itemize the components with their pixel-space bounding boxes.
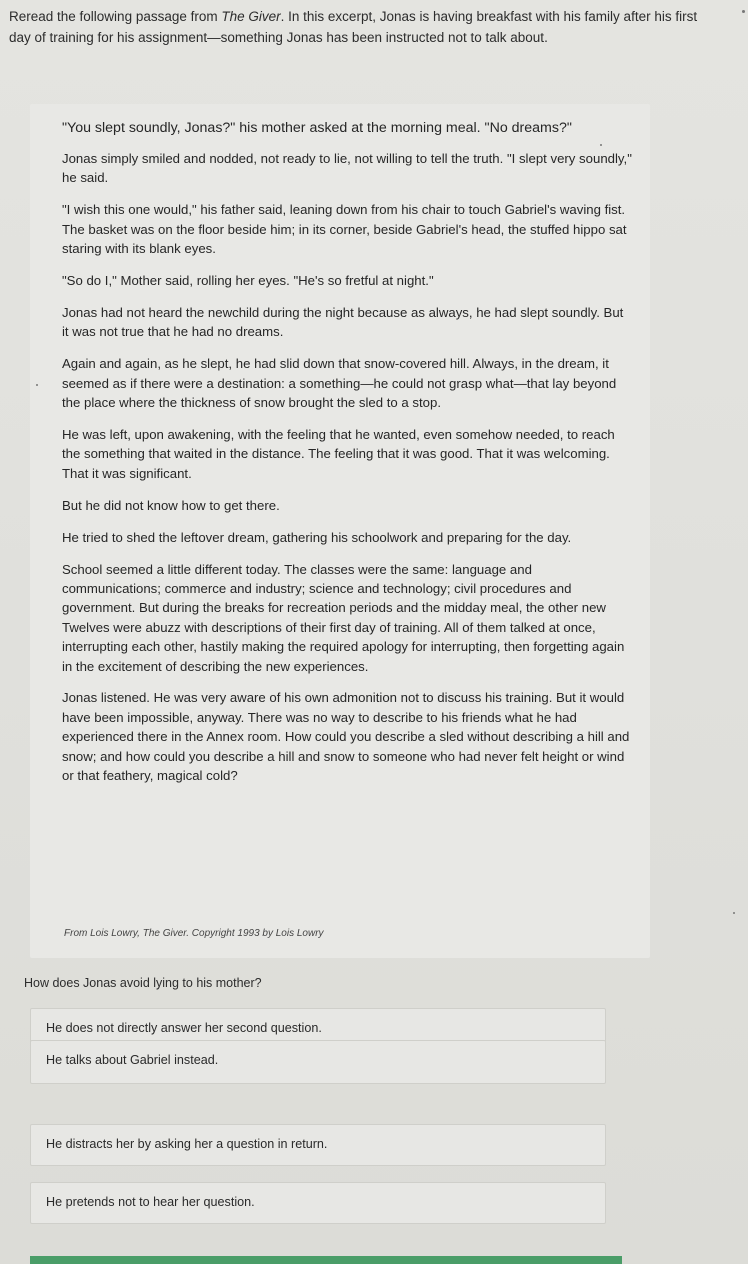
passage-citation: From Lois Lowry, The Giver. Copyright 1993 by Lois Lowry — [64, 928, 324, 939]
answer-choice-4[interactable] — [30, 1182, 606, 1224]
instruction-text — [9, 6, 699, 48]
passage-paragraph: "You slept soundly, Jonas?" his mother asked at the morning meal. "No dreams?" — [62, 120, 572, 136]
answer-choice-label: He does not directly answer her second question. — [46, 1021, 322, 1035]
instruction-suffix: . In this excerpt, Jonas is having breakfast with his family after his first day of training for his assignment—something Jonas has been instructed not to talk about. — [9, 9, 698, 45]
passage-paragraph: Jonas listened. He was very aware of his own admonition not to discuss his training. But it would have been impossible, anyway. There was no way to describe to his friends what he had experienced there in the Annex room. How could you describe a sled without describing a hill and snow; and how could you describe a hill and snow to someone who had never felt height or wind or that feathery, magical cold? — [62, 690, 630, 784]
passage — [62, 118, 632, 798]
dust-speck — [742, 10, 745, 13]
passage-paragraph: He was left, upon awakening, with the feeling that he wanted, even somehow needed, to reach the something that waited in the distance. The feeling that it was good. That it was welcoming. That it was significant. — [62, 426, 615, 481]
answer-choice-label: He talks about Gabriel instead. — [46, 1053, 219, 1067]
dust-speck — [733, 912, 735, 914]
passage-paragraph: But he did not know how to get there. — [62, 497, 280, 513]
book-title: The Giver — [221, 9, 281, 24]
answer-choice-label: He distracts her by asking her a question in return. — [46, 1137, 328, 1151]
passage-paragraph: Jonas had not heard the newchild during the night because as always, he had slept soundly. But it was not true that he had no dreams. — [62, 304, 624, 340]
passage-paragraph: He tried to shed the leftover dream, gathering his schoolwork and preparing for the day. — [62, 529, 572, 545]
answer-choice-3[interactable] — [30, 1124, 606, 1166]
passage-paragraph: School seemed a little different today. The classes were the same: language and communications; commerce and industry; science and technology; civil procedures and government. But during the breaks for recreation periods and the midday meal, the other new Twelves were abuzz with descriptions of their first day of training. All of them talked at once, interrupting each other, hastily making the required apology for interrupting, then forgetting again in the excitement of describing the new experiences. — [62, 561, 625, 674]
answer-choice-label: He pretends not to hear her question. — [46, 1195, 255, 1209]
passage-paragraph: Again and again, as he slept, he had slid down that snow-covered hill. Always, in the dream, it seemed as if there were a destination: a something—he could not grasp what—that lay beyond the place where the thickness of snow brought the sled to a stop. — [62, 356, 617, 411]
answer-choice-2[interactable] — [30, 1040, 606, 1084]
accent-bar — [30, 1256, 622, 1264]
instruction-prefix: Reread the following passage from — [9, 9, 222, 24]
dust-speck — [36, 384, 38, 386]
passage-paragraph: "So do I," Mother said, rolling her eyes. "He's so fretful at night." — [62, 273, 434, 289]
dust-speck — [600, 144, 602, 146]
passage-paragraph: "I wish this one would," his father said, leaning down from his chair to touch Gabriel's waving fist. The basket was on the floor beside him; in its corner, beside Gabriel's head, the stuffed hippo sat staring with its blank eyes. — [62, 202, 627, 257]
question-text: How does Jonas avoid lying to his mother? — [24, 976, 262, 990]
passage-paragraph: Jonas simply smiled and nodded, not ready to lie, not willing to tell the truth. "I slept very soundly," he said. — [62, 151, 632, 186]
